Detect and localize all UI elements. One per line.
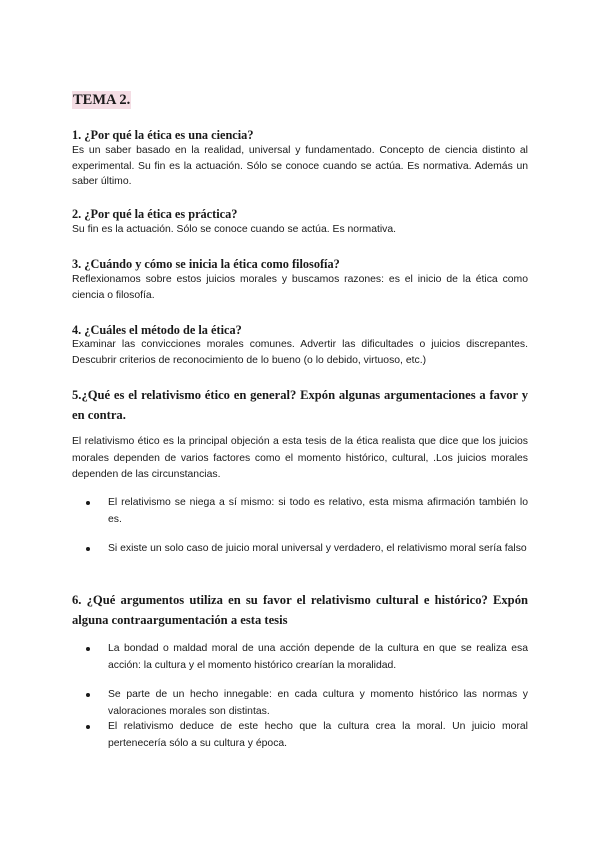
list-item xyxy=(92,718,528,752)
list-item xyxy=(92,540,528,557)
bullet-icon xyxy=(86,647,90,651)
list-item-text: El relativismo deduce de este hecho que la cultura crea la moral. Un juicio moral pertenecería sólo a su cultura y época. xyxy=(108,721,528,749)
question-4: 4. ¿Cuáles el método de la ética? xyxy=(72,323,242,337)
question-5: 5.¿Qué es el relativismo ético en general? Expón algunas argumentaciones a favor y en contra. xyxy=(72,388,528,422)
answer-2: Su fin es la actuación. Sólo se conoce cuando se actúa. Es normativa. xyxy=(72,224,397,235)
answer-3: Reflexionamos sobre estos juicios morales y buscamos razones: es el inicio de la ética como ciencia o filosofía. xyxy=(72,274,528,301)
list-item xyxy=(92,640,528,674)
answer-5: El relativismo ético es la principal objeción a esta tesis de la ética realista que dice que los juicios morales dependen de varios factores como el momento histórico, cultural, .Los juicios morales dependen de las circunstancias. xyxy=(72,436,528,480)
answer-1: Es un saber basado en la realidad, universal y fundamentado. Concepto de ciencia distinto al experimental. Su fin es la actuación. Sólo se conoce cuando se actúa. Es normativa. Además un saber último. xyxy=(72,145,528,187)
bullet-icon xyxy=(86,547,90,551)
list-item xyxy=(92,686,528,720)
list-item-text: Si existe un solo caso de juicio moral universal y verdadero, el relativismo moral sería falso xyxy=(108,543,527,554)
list-item-text: Se parte de un hecho innegable: en cada cultura y momento histórico las normas y valoraciones morales son distintas. xyxy=(108,689,528,717)
question-1: 1. ¿Por qué la ética es una ciencia? xyxy=(72,128,254,142)
list-item-text: El relativismo se niega a sí mismo: si todo es relativo, esta misma afirmación también lo es. xyxy=(108,497,528,525)
list-item xyxy=(92,494,528,528)
question-2: 2. ¿Por qué la ética es práctica? xyxy=(72,207,238,221)
question-3: 3. ¿Cuándo y cómo se inicia la ética como filosofía? xyxy=(72,257,340,271)
bullet-icon xyxy=(86,693,90,697)
question-6: 6. ¿Qué argumentos utiliza en su favor el relativismo cultural e histórico? Expón alguna contraargumentación a esta tesis xyxy=(72,593,528,627)
list-item-text: La bondad o maldad moral de una acción depende de la cultura en que se realiza esa acción: la cultura y el momento histórico crearían la moralidad. xyxy=(108,643,528,671)
bullet-icon xyxy=(86,501,90,505)
answer-4: Examinar las convicciones morales comunes. Advertir las dificultades o juicios discrepantes. Descubrir criterios de reconocimiento de lo bueno (o lo debido, virtuoso, etc.) xyxy=(72,339,528,366)
bullet-icon xyxy=(86,725,90,729)
page-title: TEMA 2. xyxy=(73,92,131,108)
